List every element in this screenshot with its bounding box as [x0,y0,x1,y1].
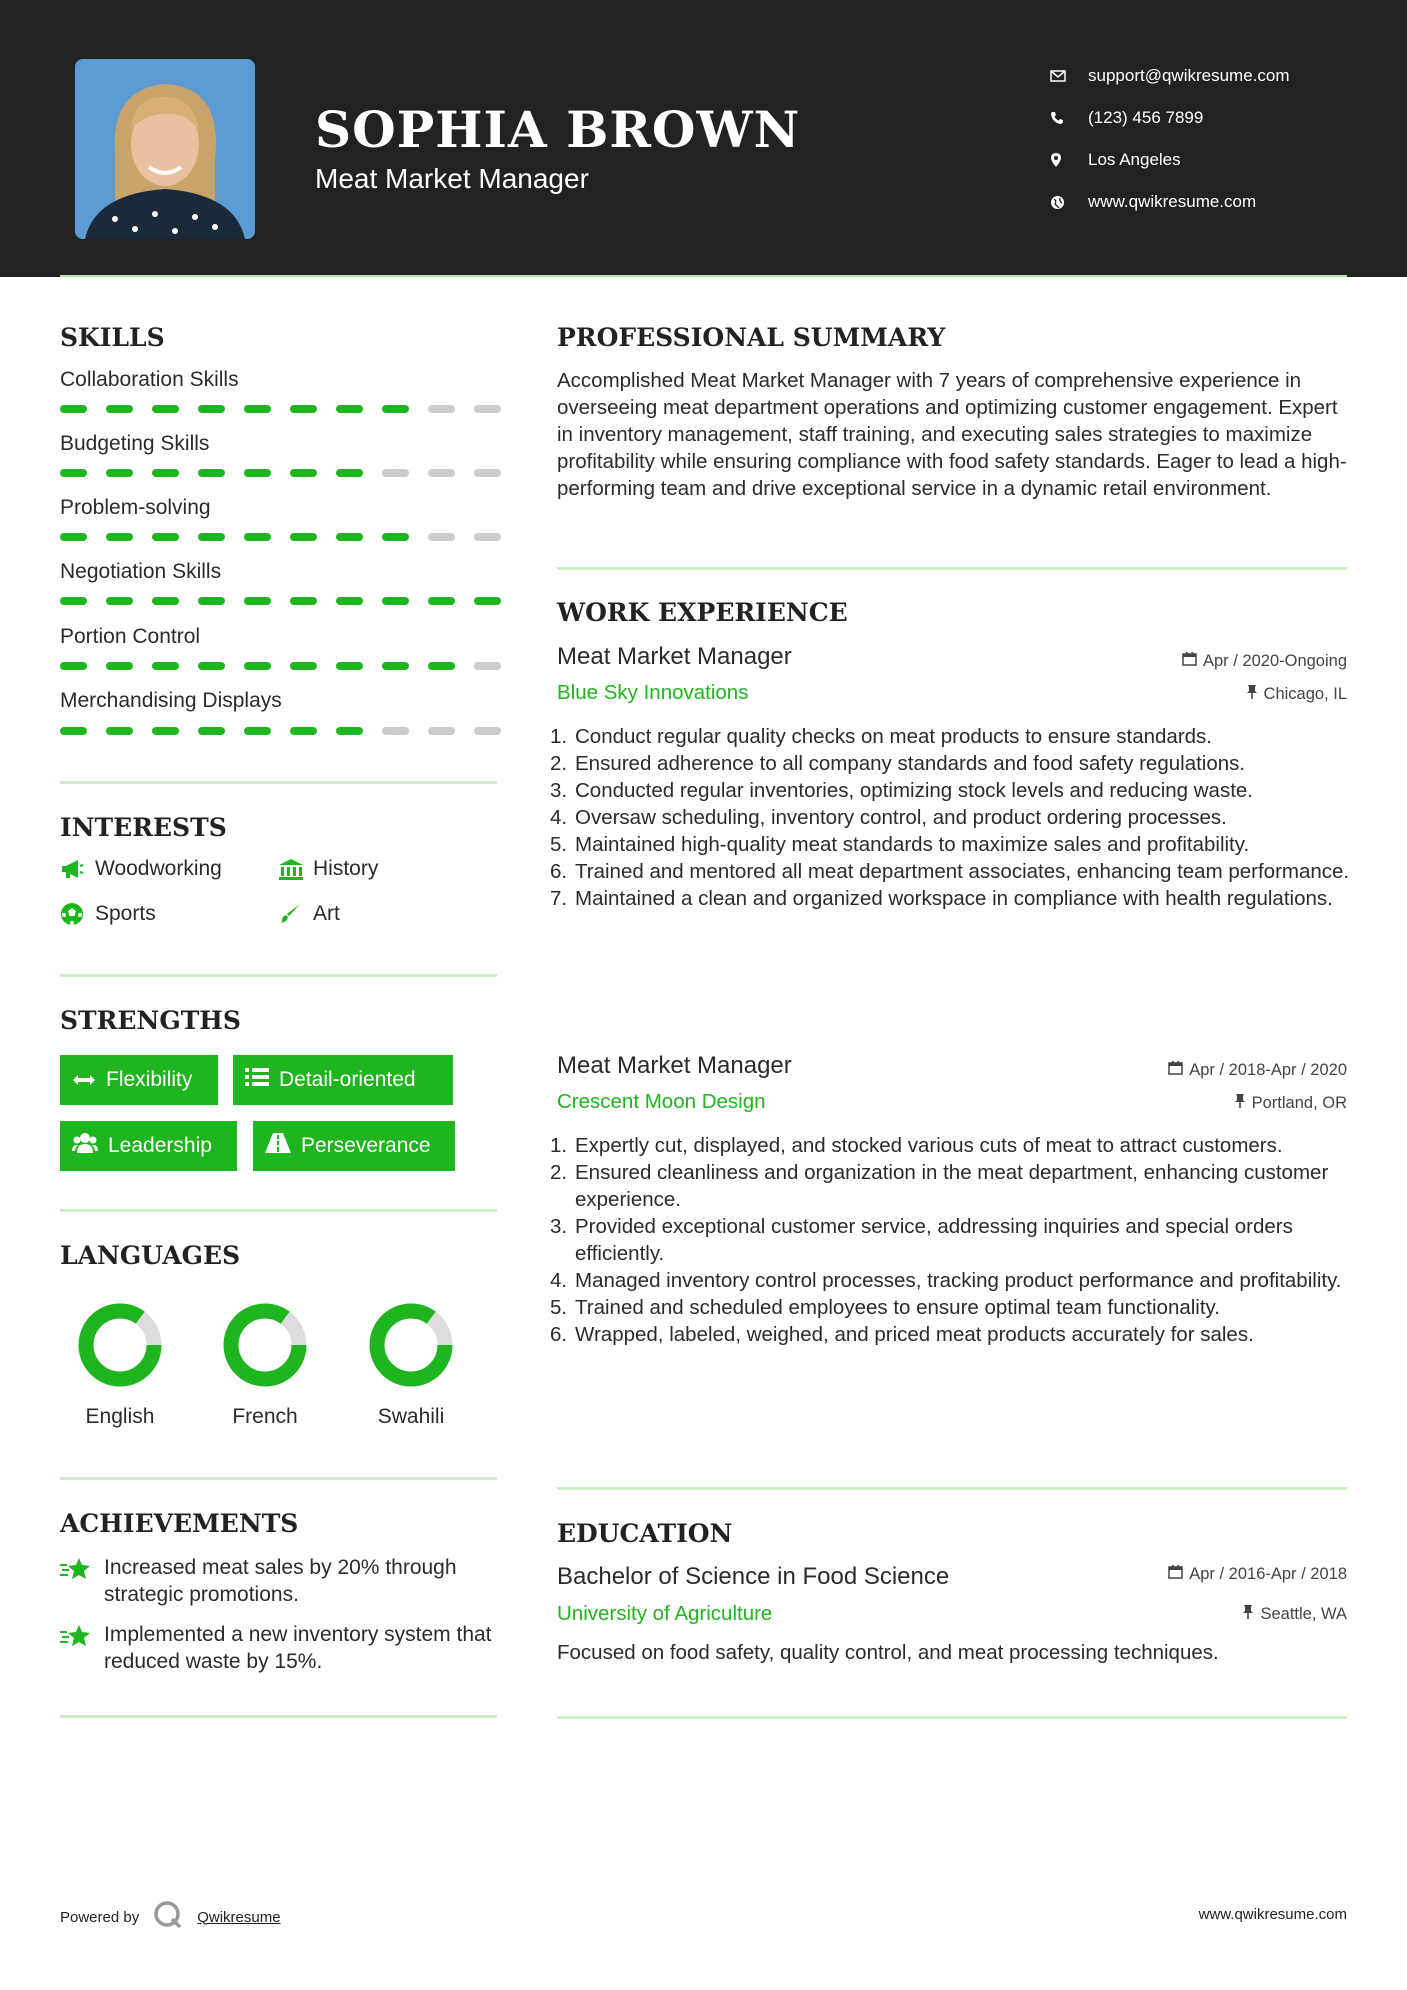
job-location-text: Chicago, IL [1263,685,1347,703]
users-icon [72,1132,98,1160]
skill-meter [60,597,501,605]
language-label: Swahili [377,1405,445,1428]
skill-dash [474,533,501,541]
skill-dash [152,533,179,541]
skill-meter [60,727,501,735]
skill-label: Budgeting Skills [60,432,210,455]
interest-item [60,857,222,881]
section-divider [60,781,497,784]
company-name: Crescent Moon Design [557,1090,766,1113]
skill-dash [198,597,225,605]
skill-dash [152,662,179,670]
job-location-text: Portland, OR [1251,1094,1347,1112]
skill-meter [60,405,501,413]
section-divider [60,1715,497,1718]
skill-dash [336,727,363,735]
globe-icon [1050,192,1088,212]
job-dates-text: Apr / 2018-Apr / 2020 [1189,1060,1347,1079]
interest-label: Sports [95,902,156,925]
strength-badge [60,1121,237,1171]
education-dates-text: Apr / 2016-Apr / 2018 [1189,1564,1347,1583]
contact-location-text: Los Angeles [1088,150,1181,169]
road-icon [265,1133,291,1159]
degree-title: Bachelor of Science in Food Science [557,1563,950,1590]
language-proficiency-ring [220,1300,310,1390]
job-dates [1168,1060,1347,1080]
museum-icon [278,858,313,880]
skill-dash [290,727,317,735]
skill-meter [60,662,501,670]
contact-phone-text: (123) 456 7899 [1088,108,1204,127]
job-title: Meat Market Manager [557,643,792,670]
job-title: Meat Market Manager [557,1052,792,1079]
calendar-icon [1168,1564,1183,1584]
skill-dash [382,405,409,413]
skill-dash [106,727,133,735]
achievements-heading: ACHIEVEMENTS [60,1509,299,1538]
footer-powered-by [60,1900,281,1934]
skill-dash [198,405,225,413]
interest-item [60,902,156,926]
candidate-name: SOPHIA BROWN [315,100,801,159]
skill-label: Negotiation Skills [60,560,222,583]
interest-item [278,902,340,926]
strength-label: Flexibility [106,1068,193,1091]
calendar-icon [1182,651,1197,671]
job-duties [557,1132,1357,1348]
strength-label: Detail-oriented [279,1068,416,1091]
interest-label: Woodworking [95,857,222,880]
skill-dash [60,533,87,541]
interest-label: Art [313,902,340,925]
skill-dash [106,533,133,541]
skill-label: Merchandising Displays [60,689,282,712]
skill-dash [198,469,225,477]
duty-item: Trained and mentored all meat department associates, enhancing team performance. [575,860,1350,883]
job-location [1246,684,1347,705]
strength-badge [60,1055,218,1105]
interest-item [278,857,378,881]
contact-location [1050,139,1290,181]
skill-dash [382,533,409,541]
achievement-text: Implemented a new inventory system that reduced waste by 15%. [104,1623,492,1673]
duty-item: Expertly cut, displayed, and stocked various cuts of meat to attract customers. [575,1134,1283,1157]
candidate-title: Meat Market Manager [315,163,589,194]
section-divider [557,1716,1347,1719]
duty-item: Conduct regular quality checks on meat products to ensure standards. [575,725,1212,748]
skill-dash [428,405,455,413]
strengths-heading: STRENGTHS [60,1006,241,1035]
language-item [336,1300,486,1429]
skill-meter [60,533,501,541]
skill-dash [428,597,455,605]
skill-dash [60,597,87,605]
soccer-ball-icon [60,902,95,926]
duty-item: Oversaw scheduling, inventory control, and product ordering processes. [575,806,1227,829]
skill-dash [290,469,317,477]
skill-dash [290,405,317,413]
qwikresume-link[interactable]: Qwikresume [197,1908,281,1926]
duty-item: Conducted regular inventories, optimizing stock levels and reducing waste. [575,779,1254,802]
skill-dash [152,469,179,477]
duty-item: Provided exceptional customer service, addressing inquiries and special orders efficiently. [575,1215,1293,1265]
skill-dash [106,469,133,477]
job-dates-text: Apr / 2020-Ongoing [1202,651,1347,670]
skill-dash [336,469,363,477]
calendar-icon [1168,1060,1183,1080]
arrows-horizontal-icon [72,1068,96,1092]
skill-dash [244,727,271,735]
duty-item: Ensured cleanliness and organization in the meat department, enhancing customer experience. [575,1161,1329,1211]
skill-dash [428,727,455,735]
language-proficiency-ring [75,1300,165,1390]
language-proficiency-ring [366,1300,456,1390]
section-divider [557,567,1347,570]
skill-dash [474,727,501,735]
skill-dash [106,597,133,605]
footer-website[interactable]: www.qwikresume.com [1198,1906,1347,1923]
skill-dash [336,405,363,413]
skill-dash [382,597,409,605]
skill-dash [474,405,501,413]
skill-dash [290,533,317,541]
duty-item: Maintained high-quality meat standards to maximize sales and profitability. [575,833,1250,856]
company-name: Blue Sky Innovations [557,681,749,704]
skill-dash [336,662,363,670]
strength-label: Perseverance [301,1134,431,1157]
strength-badge [253,1121,455,1171]
map-pin-icon [1050,150,1088,170]
duty-item: Ensured adherence to all company standards and food safety regulations. [575,752,1246,775]
skill-dash [244,597,271,605]
skill-dash [60,662,87,670]
contact-email-text: support@qwikresume.com [1088,66,1290,85]
contact-phone[interactable] [1050,97,1290,139]
skill-dash [382,469,409,477]
header-divider [60,275,1347,277]
job-dates [1182,651,1347,671]
school-name: University of Agriculture [557,1602,773,1625]
skill-dash [152,405,179,413]
skill-dash [244,405,271,413]
job-location [1234,1093,1347,1114]
contact-website[interactable] [1050,181,1290,223]
education-location-text: Seattle, WA [1260,1605,1347,1623]
powered-by-text: Powered by [60,1908,140,1926]
education-dates [1168,1564,1347,1584]
language-label: French [232,1405,298,1428]
education-location [1242,1604,1347,1625]
skill-dash [428,469,455,477]
skill-label: Portion Control [60,625,201,648]
skill-dash [152,727,179,735]
star-icon [60,1554,104,1588]
duty-item: Maintained a clean and organized workspace in compliance with health regulations. [575,887,1333,910]
skill-dash [290,662,317,670]
job-duties [557,723,1357,912]
skill-dash [474,597,501,605]
skill-dash [382,662,409,670]
pushpin-icon [1246,684,1258,705]
skill-dash [336,533,363,541]
skill-dash [244,533,271,541]
skill-meter [60,469,501,477]
skill-dash [244,469,271,477]
skill-dash [106,405,133,413]
strength-badge [233,1055,453,1105]
education-description: Focused on food safety, quality control, and meat processing techniques. [557,1641,1219,1664]
list-icon [245,1067,269,1093]
section-divider [60,1477,497,1480]
contact-email[interactable] [1050,55,1290,97]
interest-label: History [313,857,379,880]
languages-heading: LANGUAGES [60,1241,241,1270]
phone-icon [1050,108,1088,128]
skill-dash [60,469,87,477]
strength-label: Leadership [108,1134,212,1157]
skill-dash [198,533,225,541]
skill-dash [290,597,317,605]
profile-photo [75,59,255,239]
section-divider [60,974,497,977]
megaphone-icon [60,859,95,879]
star-icon [60,1621,104,1655]
skill-dash [382,727,409,735]
skill-dash [198,727,225,735]
pushpin-icon [1242,1604,1254,1625]
skill-dash [428,662,455,670]
duty-item: Managed inventory control processes, tracking product performance and profitability. [575,1269,1342,1292]
skill-dash [474,469,501,477]
skill-dash [244,662,271,670]
section-divider [557,1487,1347,1490]
skill-dash [152,597,179,605]
contact-website-text: www.qwikresume.com [1088,192,1257,211]
skills-heading: SKILLS [60,323,165,352]
skill-dash [474,662,501,670]
language-item [45,1300,195,1429]
interests-heading: INTERESTS [60,813,227,842]
qwikresume-logo-icon [153,1900,183,1934]
skill-label: Collaboration Skills [60,368,239,391]
summary-text: Accomplished Meat Market Manager with 7 years of comprehensive experience in overseeing meat department operations and optimizing customer engagement. Expert in inventory management, staff training, and executing sales strategies to maximize profitability while ensuring compliance with food safety standards. Eager to lead a high-performing team and drive exceptional service in a dynamic retail environment. [557,369,1347,500]
contact-list [1050,55,1290,223]
skill-dash [60,405,87,413]
resume-header [0,0,1407,277]
pushpin-icon [1234,1093,1246,1114]
envelope-icon [1050,66,1088,86]
experience-heading: WORK EXPERIENCE [557,598,848,627]
language-item [190,1300,340,1429]
skill-label: Problem-solving [60,496,211,519]
language-label: English [85,1405,155,1428]
summary-heading: PROFESSIONAL SUMMARY [557,323,946,352]
duty-item: Wrapped, labeled, weighed, and priced meat products accurately for sales. [575,1323,1254,1346]
skill-dash [198,662,225,670]
skill-dash [336,597,363,605]
skill-dash [428,533,455,541]
section-divider [60,1209,497,1212]
education-heading: EDUCATION [557,1519,733,1548]
paintbrush-icon [278,902,313,926]
skill-dash [60,727,87,735]
duty-item: Trained and scheduled employees to ensure optimal team functionality. [575,1296,1220,1319]
achievement-item [60,1554,500,1608]
achievement-text: Increased meat sales by 20% through strategic promotions. [104,1556,457,1606]
skill-dash [106,662,133,670]
achievement-item [60,1621,500,1675]
